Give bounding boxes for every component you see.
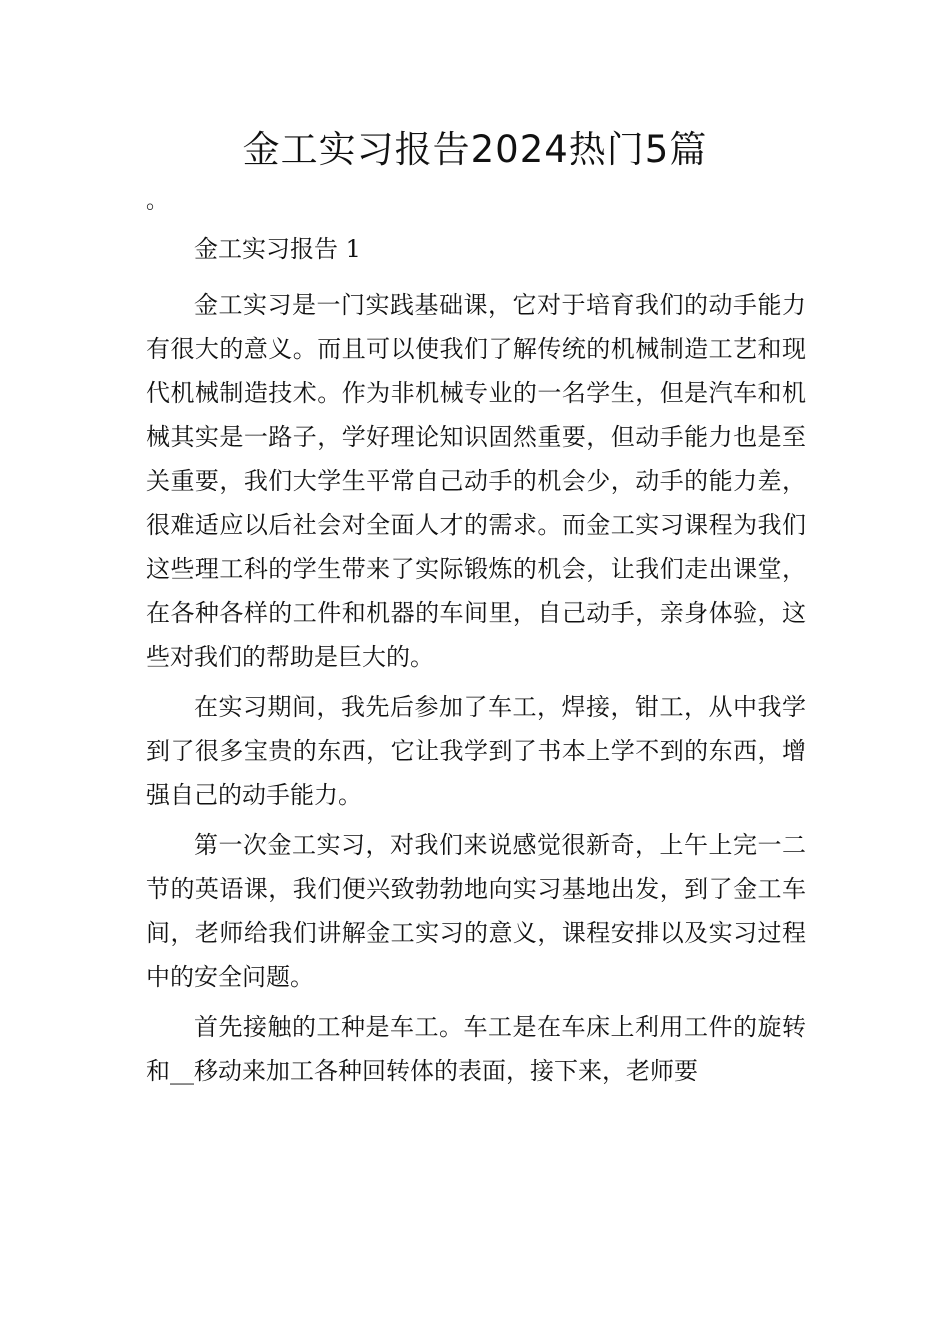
paragraph: 第一次金工实习，对我们来说感觉很新奇，上午上完一二节的英语课，我们便兴致勃勃地向实习基地出发，到了金工车间，老师给我们讲解金工实习的意义，课程安排以及实习过程中的安全问题。 bbox=[146, 831, 806, 991]
paragraph: 在实习期间，我先后参加了车工，焊接，钳工，从中我学到了很多宝贵的东西，它让我学到了书本上学不到的东西，增强自己的动手能力。 bbox=[146, 693, 806, 809]
section-heading: 金工实习报告 1 bbox=[194, 235, 361, 263]
stray-punctuation: 。 bbox=[146, 189, 169, 214]
document-body bbox=[146, 227, 806, 1099]
paragraph: 金工实习是一门实践基础课，它对于培育我们的动手能力有很大的意义。而且可以使我们了解传统的机械制造工艺和现代机械制造技术。作为非机械专业的一名学生，但是汽车和机械其实是一路子，学好理论知识固然重要，但动手能力也是至关重要，我们大学生平常自己动手的机会少，动手的能力差，很难适应以后社会对全面人才的需求。而金工实习课程为我们这些理工科的学生带来了实际锻炼的机会，让我们走出课堂，在各种各样的工件和机器的车间里，自己动手，亲身体验，这些对我们的帮助是巨大的。 bbox=[146, 291, 806, 671]
document-title: 金工实习报告2024热门5篇 bbox=[242, 128, 708, 171]
paragraph: 首先接触的工种是车工。车工是在车床上利用工件的旋转和__移动来加工各种回转体的表面，接下来，老师要 bbox=[146, 1013, 806, 1085]
